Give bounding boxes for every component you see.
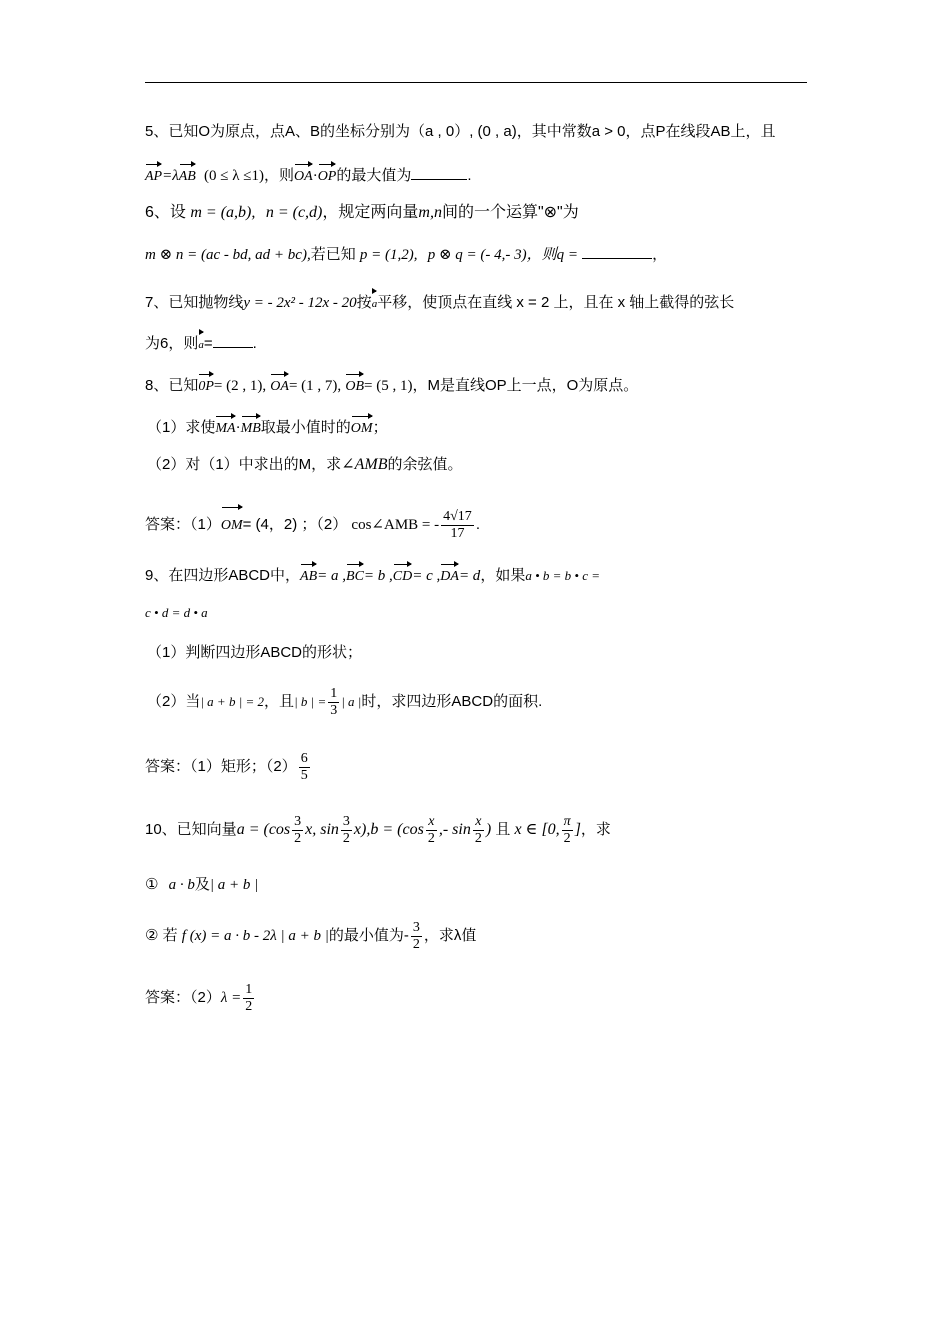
q7-intro: 7、已知抛物线 <box>145 294 244 311</box>
q10-cond: 且 <box>495 821 511 838</box>
vector-a-def: a = (cos <box>236 821 291 838</box>
q9-part2-text: （2）当 <box>147 693 201 710</box>
dot-operator: · <box>312 168 318 184</box>
q8-part2-text: （2）对（1）中求出的M，求 <box>147 456 342 473</box>
q7-eq: = <box>203 335 213 352</box>
dot-products-2: c • d = d • a <box>145 605 208 620</box>
q9-part1 <box>147 642 362 664</box>
vector-b-def: b = (cos <box>370 821 424 838</box>
q6-intro: 6、设 <box>145 204 186 221</box>
q7-line1 <box>145 287 734 315</box>
q5-then: ，则 <box>264 167 295 184</box>
dot-products-1: a • b = b • c = <box>525 568 600 583</box>
q9-answer <box>145 748 312 786</box>
angle-amb: ∠AMB <box>341 456 388 473</box>
q-ask: ，则q = <box>526 247 578 263</box>
x-range: x ∈ [0, <box>514 821 560 838</box>
numerator: 1 <box>330 685 338 701</box>
q8-part1-end: ； <box>372 419 388 436</box>
q9-intro: 9、在四边形ABCD中， <box>145 567 301 584</box>
denominator: 2 <box>245 998 253 1014</box>
q8-part1-mid: 取最小值时的 <box>260 419 351 436</box>
vector-bc: BC <box>346 560 364 588</box>
answer-part1: = (4，2) ；（2） <box>242 516 348 533</box>
ab-eq: = a , <box>317 568 347 584</box>
q8-answer <box>145 503 480 543</box>
denominator: 2 <box>563 830 571 846</box>
q9-line1 <box>145 560 600 588</box>
numerator: 4√17 <box>443 508 472 524</box>
fraction <box>473 814 484 847</box>
answer-blank <box>582 258 652 259</box>
vector-a: a <box>198 328 204 356</box>
q10-min: 的最小值为- <box>328 927 409 944</box>
m-definition: m = (a,b), <box>190 204 256 221</box>
q5-end: . <box>467 167 472 184</box>
vector-cd: CD <box>393 560 412 588</box>
ob-value: = (5 , 1) <box>364 378 413 394</box>
q5-text: 5、已知O为原点，点A、B的坐标分别为（a , 0）, (0 , a)，其中常数a > 0，点P在线段AB上，且 <box>145 123 776 140</box>
fraction <box>299 751 310 784</box>
q10-lambda-ask: ，求λ值 <box>423 927 477 944</box>
item-marker-1: ① <box>145 876 159 893</box>
p-value: p = (1,2), <box>359 247 418 263</box>
denominator: 17 <box>450 525 465 541</box>
abs-sum: | a + b | = 2 <box>200 694 265 709</box>
answer-end: . <box>475 516 480 533</box>
q5-line1 <box>145 121 776 143</box>
q9-part1-text: （1）判断四边形ABCD的形状； <box>147 644 363 661</box>
answer-blank <box>213 347 253 348</box>
q8-intro: 8、已知 <box>145 377 199 394</box>
numerator: 3 <box>412 919 420 935</box>
q9-and: ，且 <box>264 693 295 710</box>
numerator: π <box>563 813 571 829</box>
numerator: 6 <box>300 750 308 766</box>
answer-label: 答案：（2） <box>145 989 221 1006</box>
bc-eq: = b , <box>363 568 393 584</box>
operation-definition: m ⊗ n = (ac - bd, ad + bc), <box>145 247 311 263</box>
lambda-eq: λ = <box>220 990 242 1006</box>
fraction <box>562 814 573 847</box>
vector-op: OP <box>318 160 337 188</box>
q6-given: 若已知 <box>310 246 356 263</box>
vector-b-mid: ,- sin <box>438 821 471 838</box>
denominator: 2 <box>412 936 420 952</box>
pq-value: p ⊗ q = (- 4,- 3) <box>427 247 527 263</box>
numerator: 1 <box>245 981 253 997</box>
vector-ma: MA <box>215 412 235 440</box>
q10-item2 <box>145 918 476 954</box>
q10-and: 及 <box>194 876 210 893</box>
vector-da: DA <box>440 560 459 588</box>
parabola-equation: y = - 2x² - 12x - 20 <box>243 295 357 311</box>
fraction <box>243 982 254 1015</box>
x-range-end: ] <box>574 821 581 838</box>
fraction <box>292 814 303 847</box>
numerator: 3 <box>342 813 350 829</box>
q8-part2 <box>147 454 462 476</box>
q8-part2-end: 的余弦值。 <box>387 456 463 473</box>
item-marker-2: ② 若 <box>145 927 178 944</box>
denominator: 3 <box>330 702 338 718</box>
abs-b: | b | = <box>294 694 327 709</box>
q5-tail: 的最大值为 <box>336 167 412 184</box>
q6-line1 <box>145 202 579 224</box>
n-definition: n = (c,d) <box>265 204 323 221</box>
numerator: 3 <box>294 813 302 829</box>
vector-a-mid: x, sin <box>305 821 339 838</box>
answer-blank <box>411 179 467 180</box>
oa-value: = (1 , 7), <box>288 378 342 394</box>
dot-ab: a · b <box>168 877 195 893</box>
q6-rule2: 间的一个运算"⊗"为 <box>441 204 579 221</box>
q10-line1 <box>145 808 611 852</box>
denominator: 2 <box>474 830 482 846</box>
abs-a: | a | <box>341 694 362 709</box>
vector-mb: MB <box>241 412 261 440</box>
vector-oa: OA <box>294 160 313 188</box>
eq-lambda: =λ <box>162 168 179 184</box>
q8-line1 <box>145 370 638 398</box>
q10-item1 <box>145 874 258 896</box>
abs-sum: | a + b | <box>209 877 259 893</box>
lambda-condition: (0 ≤ λ ≤1) <box>204 168 264 184</box>
fraction <box>341 814 352 847</box>
da-eq: = d <box>458 568 481 584</box>
q9-part2 <box>147 684 542 720</box>
vector-om: OM <box>221 503 243 543</box>
answer-label: 答案：（1）矩形；（2） <box>145 758 297 775</box>
q10-answer <box>145 978 256 1018</box>
q7-ask: 为6，则 <box>145 335 199 352</box>
fraction <box>426 814 437 847</box>
vector-om: OM <box>351 412 373 440</box>
q8-part1 <box>147 412 388 440</box>
q7-by: 按 <box>356 294 372 311</box>
vector-ap: AP <box>145 160 162 188</box>
denominator: 2 <box>427 830 435 846</box>
vector-ab: AB <box>179 160 196 188</box>
op-value: = (2 , 1), <box>213 378 267 394</box>
numerator: x <box>473 814 484 831</box>
answer-label: 答案：（1） <box>145 516 221 533</box>
denominator: 5 <box>300 767 308 783</box>
cos-expression: cos∠AMB = - <box>351 517 440 533</box>
q10-intro: 10、已知向量 <box>145 821 237 838</box>
q10-ask: ，求 <box>580 821 611 838</box>
vector-b-end: ) <box>485 821 492 838</box>
numerator: x <box>426 814 437 831</box>
f-definition: f (x) = a · b - 2λ | a + b | <box>181 928 329 944</box>
fraction <box>411 920 422 953</box>
q6-end: ， <box>652 246 668 263</box>
vector-a: a <box>372 287 378 315</box>
fraction <box>328 686 339 719</box>
vector-op: 0P <box>198 370 214 398</box>
denominator: 2 <box>294 830 302 846</box>
q5-line2 <box>145 160 472 188</box>
q8-part1-text: （1）求使 <box>147 419 216 436</box>
q8-rest: ，M是直线OP上一点，O为原点。 <box>412 377 639 394</box>
header-rule <box>145 82 807 83</box>
vector-ob: OB <box>345 370 364 398</box>
q6-line2 <box>145 244 667 266</box>
q6-rule: ，规定两向量 <box>322 204 419 221</box>
q7-line2 <box>145 328 257 356</box>
q9-part2-end: 时，求四边形ABCD的面积. <box>361 693 543 710</box>
vector-oa: OA <box>270 370 289 398</box>
q7-end: . <box>252 335 257 352</box>
dot-operator: · <box>235 420 241 436</box>
q7-rest: 平移，使顶点在直线 x = 2 上，且在 x 轴上截得的弦长 <box>377 294 735 311</box>
mn-vectors: m,n <box>418 204 442 221</box>
vector-a-end: x), <box>353 821 371 838</box>
q9-line2 <box>145 602 208 624</box>
vector-ab: AB <box>300 560 317 588</box>
fraction <box>441 509 474 542</box>
cd-eq: = c , <box>412 568 441 584</box>
q9-if: ，如果 <box>480 567 526 584</box>
denominator: 2 <box>342 830 350 846</box>
